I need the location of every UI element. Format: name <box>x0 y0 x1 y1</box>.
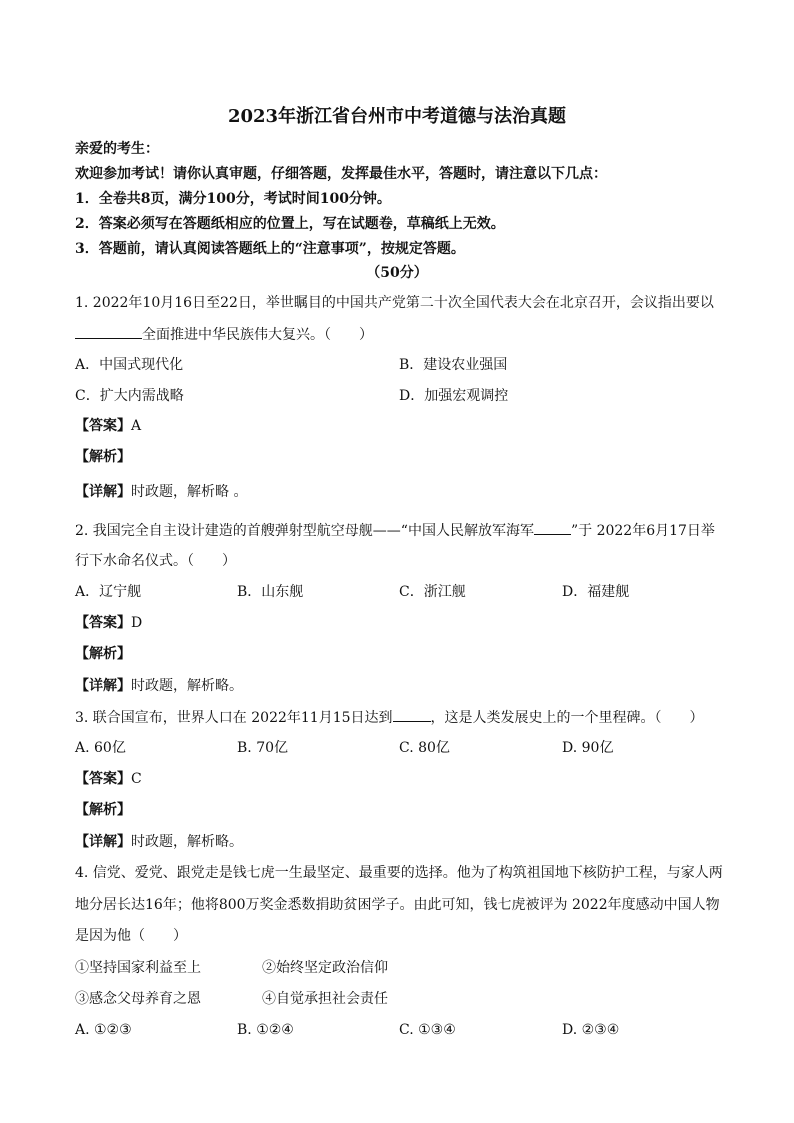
q3-answer-value: C <box>131 771 142 787</box>
q4-statement-3: ③感念父母养育之恩 <box>75 991 201 1007</box>
answer-label: 【答案】 <box>75 615 131 631</box>
q4-option-c: C. ①③④ <box>399 1022 456 1038</box>
q2-stem-line2: 行下水命名仪式。（ ） <box>75 553 236 569</box>
q4-stem-line2: 地分居长达16年；他将800万奖金悉数捐助贫困学子。由此可知，钱七虎被评为 2022年度感动中国人物 <box>75 897 720 913</box>
q3-analysis-label: 【解析】 <box>75 802 131 818</box>
q2-stem-before: 2. 我国完全自主设计建造的首艘弹射型航空母舰——“中国人民解放军海军 <box>75 523 534 539</box>
note-2: 2．答案必须写在答题纸相应的位置上，写在试题卷，草稿纸上无效。 <box>75 216 505 232</box>
q1-detail-text: 时政题，解析略 。 <box>131 484 248 500</box>
q4-option-d: D. ②③④ <box>562 1022 620 1038</box>
q3-answer <box>75 769 142 789</box>
q2-blank <box>534 520 571 535</box>
q1-stem-after: 全面推进中华民族伟大复兴。（ ） <box>142 327 373 343</box>
q3-detail <box>75 832 243 852</box>
q4-stem-line1: 4. 信党、爱党、跟党走是钱七虎一生最坚定、最重要的选择。他为了构筑祖国地下核防护工程，与家人两 <box>75 865 723 881</box>
section-score: （50分） <box>366 265 428 281</box>
q3-stem-line1 <box>75 707 704 728</box>
q1-option-a: A．中国式现代化 <box>75 357 184 373</box>
q4-option-a: A. ①②③ <box>75 1022 132 1038</box>
q2-detail-text: 时政题，解析略。 <box>131 678 243 694</box>
q4-statement-1: ①坚持国家利益至上 <box>75 960 201 976</box>
greeting: 亲爱的考生： <box>75 141 159 157</box>
detail-label: 【详解】 <box>75 678 131 694</box>
q3-detail-text: 时政题，解析略。 <box>131 834 243 850</box>
note-1: 1．全卷共8页，满分100分，考试时间100分钟。 <box>75 191 391 207</box>
q1-option-b: B．建设农业强国 <box>399 357 508 373</box>
q2-answer-value: D <box>131 615 143 631</box>
q2-option-d: D．福建舰 <box>562 584 630 600</box>
page-title: 2023年浙江省台州市中考道德与法治真题 <box>227 106 567 127</box>
q2-stem-line1 <box>75 520 715 541</box>
note-3: 3．答题前，请认真阅读答题纸上的“注意事项”，按规定答题。 <box>75 241 465 257</box>
q3-option-a: A. 60亿 <box>75 740 126 756</box>
q4-option-b: B. ①②④ <box>237 1022 294 1038</box>
detail-label: 【详解】 <box>75 834 131 850</box>
q3-stem-after: ，这是人类发展史上的一个里程碑。（ ） <box>430 710 704 726</box>
q3-blank <box>393 707 431 722</box>
q2-option-c: C．浙江舰 <box>399 584 466 600</box>
q1-option-d: D．加强宏观调控 <box>399 388 509 404</box>
q3-stem-before: 3. 联合国宣布，世界人口在 2022年11月15日达到 <box>75 710 393 726</box>
q2-analysis-label: 【解析】 <box>75 646 131 662</box>
q2-stem-after: ”于 2022年6月17日举 <box>570 523 715 539</box>
q1-option-c: C．扩大内需战略 <box>75 388 184 404</box>
q1-detail <box>75 482 247 502</box>
q2-answer <box>75 613 142 633</box>
detail-label: 【详解】 <box>75 484 131 500</box>
q3-option-c: C. 80亿 <box>399 740 450 756</box>
answer-label: 【答案】 <box>75 418 131 434</box>
welcome-text: 欢迎参加考试！请你认真审题，仔细答题，发挥最佳水平，答题时，请注意以下几点： <box>75 166 607 182</box>
q2-option-a: A．辽宁舰 <box>75 584 142 600</box>
q1-stem-line1: 1. 2022年10月16日至22日，举世瞩目的中国共产党第二十次全国代表大会在北京召开，会议指出要以 <box>75 295 714 311</box>
q3-option-b: B. 70亿 <box>237 740 289 756</box>
q4-statement-4: ④自觉承担社会责任 <box>262 991 388 1007</box>
q4-statement-2: ②始终坚定政治信仰 <box>262 960 388 976</box>
answer-label: 【答案】 <box>75 771 131 787</box>
q2-option-b: B．山东舰 <box>237 584 304 600</box>
q1-answer-value: A <box>131 418 142 434</box>
q1-analysis-label: 【解析】 <box>75 449 131 465</box>
q4-stem-line3: 是因为他（ ） <box>75 928 187 944</box>
q1-blank <box>75 324 142 339</box>
q1-stem-line2 <box>75 324 373 345</box>
q3-option-d: D. 90亿 <box>562 740 614 756</box>
q2-detail <box>75 676 243 696</box>
q1-answer <box>75 416 141 436</box>
